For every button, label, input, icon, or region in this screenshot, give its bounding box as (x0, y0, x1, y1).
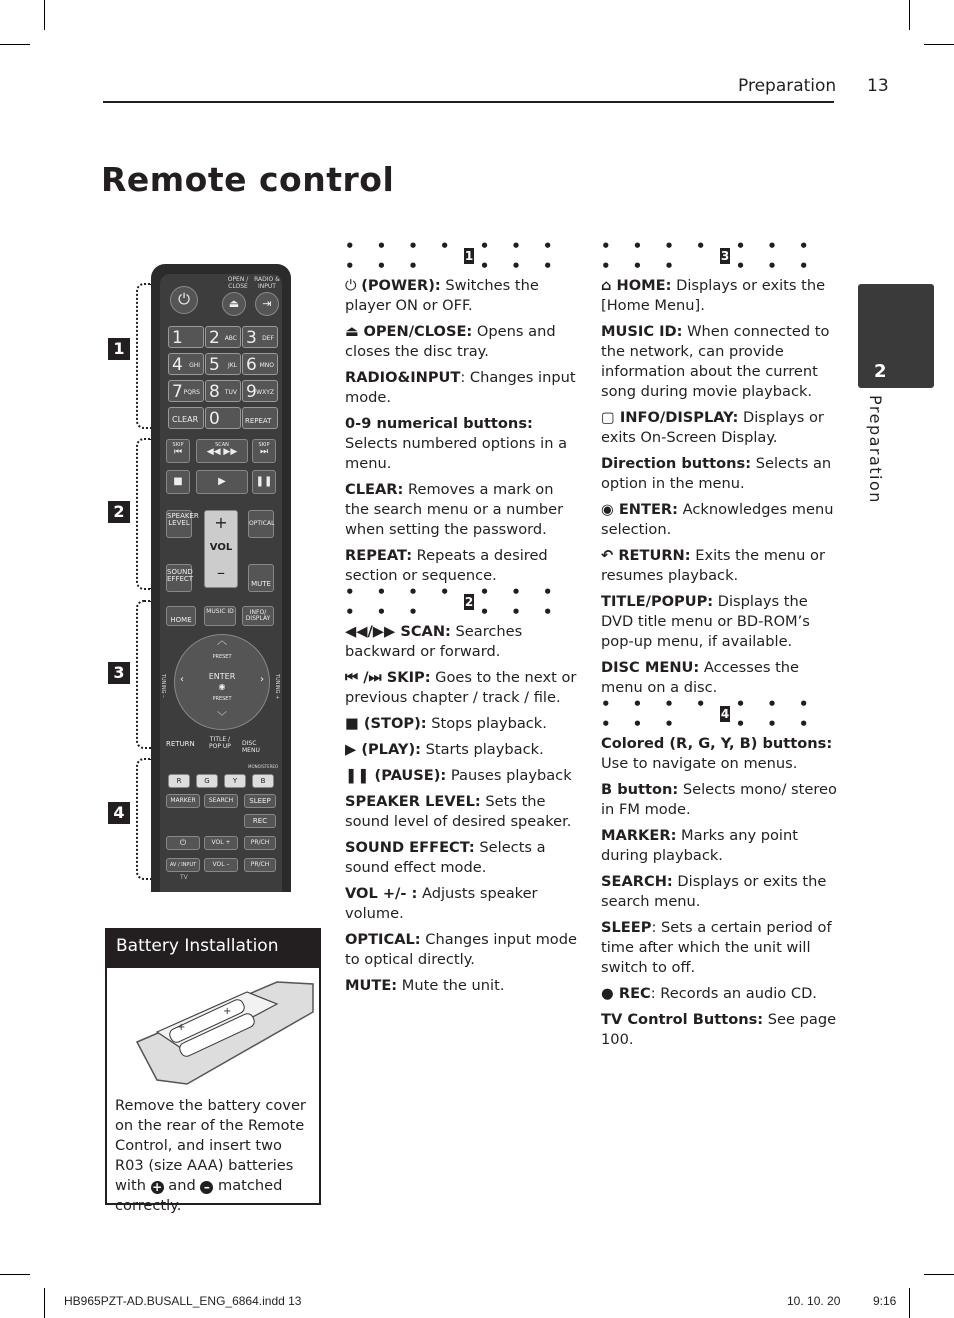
rec-key: REC (244, 814, 276, 828)
chapter-tab (858, 284, 934, 388)
desc-power: ⏻ (POWER): Switches the player ON or OFF. (345, 277, 539, 314)
section-marker-4: 4 (108, 802, 130, 824)
desc-open-close: ⏏ OPEN/CLOSE: Opens and closes the disc tray. (345, 323, 556, 360)
color-key-y: Y (224, 774, 246, 788)
speaker-level-key: SPEAKER LEVEL (166, 510, 192, 538)
tv-vol-down-key: VOL – (204, 858, 238, 872)
crop-mark (0, 1274, 30, 1275)
desc-sound-effect: SOUND EFFECT: Selects a sound effect mode. (345, 839, 546, 876)
sound-effect-key: SOUND EFFECT (166, 564, 192, 592)
play-icon: ▶ (345, 741, 362, 758)
footer-date: 10. 10. 20 (787, 1294, 841, 1308)
header-rule (103, 101, 834, 103)
section-bracket-2 (136, 438, 152, 590)
desc-play: ▶ (PLAY): Starts playback. (345, 741, 544, 758)
desc-repeat: REPEAT: Repeats a desired section or sequence. (345, 547, 548, 584)
stop-icon: ■ (345, 715, 364, 732)
eject-icon: ⏏ (222, 292, 246, 316)
section-bracket-3 (136, 600, 152, 749)
tv-prch-down-key: PR/CH (244, 858, 276, 872)
desc-home: ⌂ HOME: Displays or exits the [Home Menu]. (601, 277, 826, 314)
desc-direction: Direction buttons: Selects an option in the menu. (601, 455, 832, 492)
stop-key: ■ (166, 470, 190, 494)
desc-stop: ■ (STOP): Stops playback. (345, 715, 547, 732)
section-marker-2: 2 (108, 501, 130, 523)
desc-enter: ◉ ENTER: Acknowledges menu selection. (601, 501, 834, 538)
pause-key: ❚❚ (252, 470, 276, 494)
chevron-down-icon: ﹀ (217, 712, 227, 723)
desc-speaker-level: SPEAKER LEVEL: Sets the sound level of desired speaker. (345, 793, 572, 830)
scan-icon: ◀◀/▶▶ (345, 623, 401, 640)
eject-icon: ⏏ (345, 323, 364, 340)
desc-scan: ◀◀/▶▶ SCAN: Searches backward or forward. (345, 623, 523, 660)
rec-icon: ● (601, 985, 619, 1002)
info-display-key: INFO/ DISPLAY (242, 606, 274, 626)
desc-vol: VOL +/- : Adjusts speaker volume. (345, 885, 538, 922)
crop-mark (44, 1288, 45, 1318)
enter-icon: ◉ (218, 682, 226, 691)
skip-back-key: SKIP ⏮ (166, 439, 190, 463)
tv-label: TV (180, 874, 188, 881)
battery-installation-box (105, 928, 321, 1214)
chapter-tab-label: Preparation (866, 395, 885, 504)
crop-mark (909, 0, 910, 30)
key-4: 4 GHI (168, 353, 204, 375)
desc-music-id: MUSIC ID: When connected to the network, can provide information about the current song during movie playback. (601, 323, 830, 400)
running-header-section: Preparation (738, 76, 837, 96)
battery-heading: Battery Installation (107, 930, 319, 968)
section-divider-4: • • • • • • • 4 • • • • • • (601, 695, 817, 733)
key-3: 3 DEF (242, 326, 278, 348)
repeat-key: REPEAT (242, 407, 278, 429)
direction-pad: PRESET ENTER ◉ PRESET ︿ ﹀ ‹ › (174, 634, 270, 730)
marker-key: MARKER (166, 794, 200, 808)
music-id-key: MUSIC ID (204, 606, 236, 626)
play-key: ▶ (196, 470, 248, 494)
chevron-right-icon: › (260, 674, 264, 685)
crop-mark (909, 1288, 910, 1318)
open-close-label: OPEN / CLOSE (227, 276, 249, 290)
color-key-b: B (252, 774, 274, 788)
mute-key: MUTE (248, 564, 274, 592)
vol-rocker: + VOL – (204, 510, 238, 588)
desc-numerical: 0-9 numerical buttons: Selects numbered options in a menu. (345, 415, 568, 472)
desc-colored-buttons: Colored (R, G, Y, B) buttons: Use to navigate on menus. (601, 735, 833, 772)
pause-icon: ❚❚ (345, 767, 375, 784)
key-9: 9 WXYZ (242, 380, 278, 402)
section-marker-3: 3 (108, 662, 130, 684)
desc-search: SEARCH: Displays or exits the search menu. (601, 873, 827, 910)
section-bracket-1 (136, 283, 152, 429)
color-key-r: R (168, 774, 190, 788)
tv-prch-up-key: PR/CH (244, 836, 276, 850)
remote-control-illustration (151, 264, 291, 892)
section-divider-1: • • • • • • • 1 • • • • • • (345, 237, 561, 275)
key-2: 2 ABC (205, 326, 241, 348)
desc-pause: ❚❚ (PAUSE): Pauses playback (345, 767, 572, 784)
section-divider-2: • • • • • • • 2 • • • • • • (345, 583, 561, 621)
key-8: 8 TUV (205, 380, 241, 402)
desc-info-display: ▢ INFO/DISPLAY: Displays or exits On-Screen Display. (601, 409, 824, 446)
return-key: RETURN (166, 740, 195, 748)
desc-rec: ● REC: Records an audio CD. (601, 985, 817, 1002)
info-icon: ▢ (601, 409, 620, 426)
tv-power-key: ⏻ (166, 836, 200, 850)
desc-return: ↶ RETURN: Exits the menu or resumes playback. (601, 547, 825, 584)
desc-disc-menu: DISC MENU: Accesses the menu on a disc. (601, 659, 800, 696)
crop-mark (44, 0, 45, 30)
svg-text:+: + (177, 1022, 186, 1033)
key-6: 6 MNO (242, 353, 278, 375)
desc-clear: CLEAR: Removes a mark on the search menu or a number when setting the password. (345, 481, 564, 538)
page-number: 13 (867, 76, 889, 96)
footer-file: HB965PZT-AD.BUSALL_ENG_6864.indd 13 (64, 1294, 302, 1308)
section-bracket-4 (136, 758, 152, 880)
footer-time: 9:16 (873, 1294, 897, 1308)
desc-sleep: SLEEP: Sets a certain period of time after which the unit will switch to off. (601, 919, 832, 976)
title-popup-key: TITLE / POP UP (209, 736, 231, 750)
desc-tv-control: TV Control Buttons: See page 100. (601, 1011, 837, 1048)
chapter-tab-number: 2 (874, 361, 887, 382)
desc-marker: MARKER: Marks any point during playback. (601, 827, 798, 864)
crop-mark (0, 44, 30, 45)
key-5: 5 JKL (205, 353, 241, 375)
home-icon: ⌂ (601, 277, 617, 294)
skip-forward-key: SKIP ⏭ (252, 439, 276, 463)
section-marker-1: 1 (108, 338, 130, 360)
key-1: 1 (168, 326, 204, 348)
desc-b-button: B button: Selects mono/ stereo in FM mode. (601, 781, 837, 818)
tv-vol-up-key: VOL + (204, 836, 238, 850)
column-middle (345, 237, 581, 1002)
desc-skip: ⏮ /⏭ SKIP: Goes to the next or previous chapter / track / file. (345, 669, 577, 706)
tuning-plus-label: TUNING + (274, 674, 280, 700)
tuning-minus-label: TUNING – (160, 674, 166, 698)
home-key: HOME (166, 606, 196, 626)
optical-key: OPTICAL (248, 510, 274, 538)
desc-optical: OPTICAL: Changes input mode to optical directly. (345, 931, 577, 968)
column-right (601, 237, 837, 1056)
color-key-g: G (196, 774, 218, 788)
svg-text:+: + (223, 1006, 232, 1017)
desc-mute: MUTE: Mute the unit. (345, 977, 505, 994)
skip-icon: ⏮ /⏭ (345, 669, 387, 686)
crop-mark (924, 1274, 954, 1275)
disc-menu-key: DISC MENU (242, 740, 260, 754)
battery-illustration (127, 972, 317, 1088)
mono-stereo-label: MONO/STEREO (248, 764, 279, 769)
crop-mark (924, 44, 954, 45)
desc-radio-input: RADIO&INPUT: Changes input mode. (345, 369, 576, 406)
clear-key: CLEAR (168, 407, 204, 429)
minus-icon: – (200, 1181, 213, 1194)
key-7: 7 PQRS (168, 380, 204, 402)
plus-icon: + (152, 1180, 163, 1194)
section-divider-3: • • • • • • • 3 • • • • • • (601, 237, 817, 275)
power-button: ⏻ (170, 286, 198, 314)
enter-icon: ◉ (601, 501, 619, 518)
chevron-up-icon: ︿ (217, 636, 227, 647)
tv-av-input-key: AV / INPUT (166, 858, 200, 872)
desc-title-popup: TITLE/POPUP: Displays the DVD title menu or BD-ROM’s pop-up menu, if available. (601, 593, 810, 650)
power-icon: ⏻ (345, 277, 362, 294)
scan-key: SCAN ◀◀ ▶▶ (196, 439, 248, 463)
battery-instructions: Remove the battery cover on the rear of the Remote Control, and insert two R03 (size AAA) batteries with + and – matched correctly. (115, 1097, 306, 1214)
key-0: 0 (205, 407, 241, 429)
return-icon: ↶ (601, 547, 619, 564)
page-title: Remote control (101, 160, 395, 199)
sleep-key: SLEEP (244, 794, 276, 808)
radio-input-label: RADIO & INPUT (254, 276, 280, 290)
search-key: SEARCH (204, 794, 238, 808)
input-icon: ⇥ (255, 292, 279, 316)
chevron-left-icon: ‹ (180, 674, 184, 685)
